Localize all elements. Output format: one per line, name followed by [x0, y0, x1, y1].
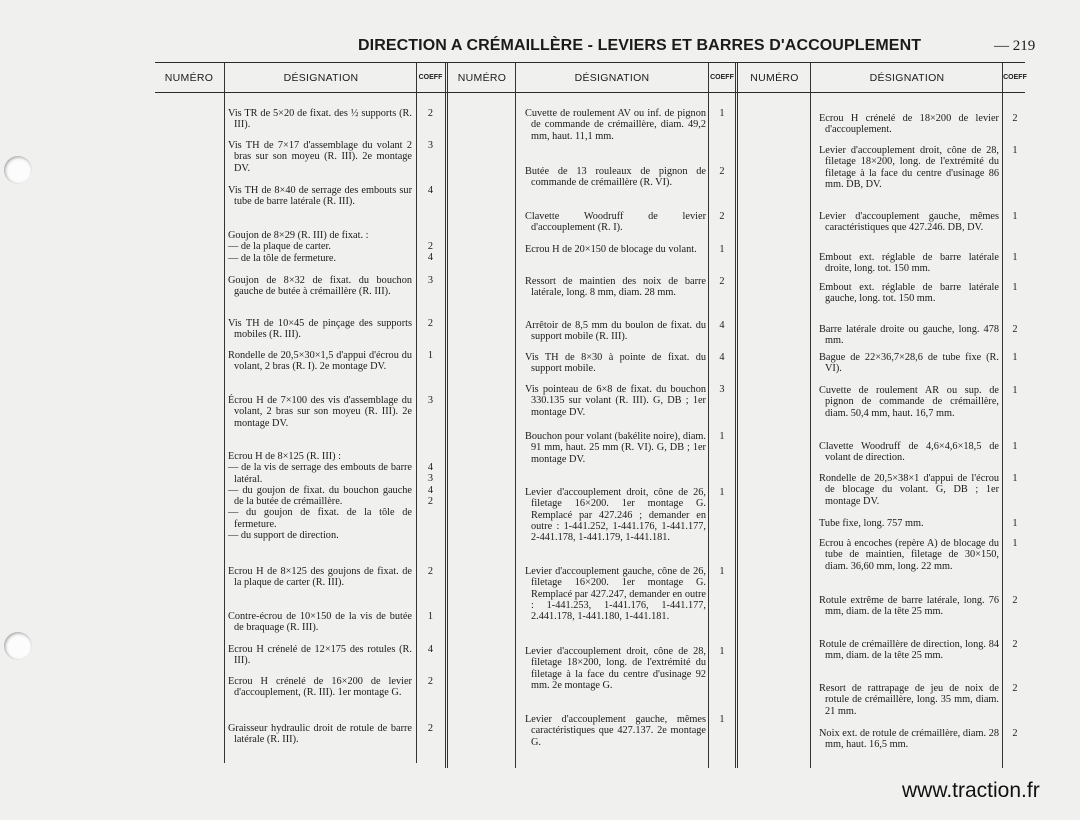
part-coeff: 2	[719, 166, 725, 177]
part-designation	[525, 320, 706, 343]
col-header-designation: DÉSIGNATION	[574, 72, 650, 84]
part-coeff: 2	[427, 723, 434, 734]
page-number: — 219	[994, 38, 1036, 54]
part-coeff: 1	[719, 646, 725, 657]
part-designation	[819, 441, 999, 464]
part-designation	[228, 451, 412, 541]
part-designation	[819, 145, 999, 190]
col-header-coeff: COEFF	[1003, 74, 1027, 81]
part-coeff: 1	[1012, 518, 1018, 529]
designation-line: Ecrou à encoches (repère A) de blocage du tube de maintien, filetage de 30×150, diam. 36,60 mm, long. 22 mm.	[819, 538, 999, 572]
part-coeff: 1	[719, 566, 725, 577]
part-coeff: 2	[1012, 639, 1018, 650]
part-coeff: 1	[1012, 282, 1018, 293]
designation-line: Bague de 22×36,7×28,6 de tube fixe (R. VI).	[819, 352, 999, 375]
part-coeff: 3	[427, 395, 434, 406]
section-divider	[445, 63, 448, 768]
designation-line: Vis TH de 8×40 de serrage des embouts sur tube de barre latérale (R. III).	[228, 185, 412, 208]
part-coeff: 1	[1012, 252, 1018, 263]
part-designation	[819, 538, 999, 572]
part-coeff: 3	[427, 140, 434, 151]
designation-line: Vis TH de 7×17 d'assemblage du volant 2 bras sur son moyeu (R. III). 2e montage DV.	[228, 140, 412, 174]
part-designation	[525, 276, 706, 299]
part-designation	[819, 252, 999, 275]
part-designation	[525, 487, 706, 543]
section-divider	[735, 63, 738, 768]
part-coeff: 1	[719, 244, 725, 255]
part-designation	[819, 211, 999, 234]
designation-line: Rotule de crémaillère de direction, long. 84 mm, diam. de la tête 25 mm.	[819, 639, 999, 662]
col-header-numero: NUMÉRO	[750, 72, 799, 84]
part-coeff: 4	[719, 320, 725, 331]
part-designation	[228, 676, 412, 699]
designation-line: — de la tôle de fermeture.	[228, 252, 337, 264]
part-designation	[819, 324, 999, 347]
part-designation	[228, 140, 412, 174]
designation-line: Rondelle de 20,5×38×1 d'appui de l'écrou de blocage du volant. G, DB ; 1er montage DV.	[819, 473, 999, 507]
part-designation	[525, 108, 706, 142]
part-designation	[819, 473, 999, 507]
designation-line: — de la vis de serrage des embouts de barre latéral.	[228, 462, 412, 485]
designation-line: Cuvette de roulement AR ou sup. de pignon de commande de crémaillère, diam. 50,4 mm, haut. 16,7 mm.	[819, 385, 999, 419]
part-designation	[525, 244, 706, 255]
part-designation	[228, 230, 412, 264]
part-coeff: 1	[719, 108, 725, 119]
designation-line: Barre latérale droite ou gauche, long. 478 mm.	[819, 324, 999, 347]
part-coeff: 4	[719, 352, 725, 363]
designation-line: Rotule extrême de barre latérale, long. 76 mm, diam. de la tête 25 mm.	[819, 595, 999, 618]
designation-line: — du goujon de fixat. de la tôle de fermeture.	[228, 507, 412, 530]
part-coeff: 1	[1012, 538, 1018, 549]
designation-line: Goujon de 8×29 (R. III) de fixat. :	[228, 230, 369, 241]
designation-line: Ecrou H crénelé de 16×200 de levier d'accouplement, (R. III). 1er montage G.	[228, 676, 412, 699]
part-coeff: 2	[719, 276, 725, 287]
part-designation	[819, 352, 999, 375]
designation-line: Vis TH de 8×30 à pointe de fixat. du support mobile.	[525, 352, 706, 375]
watermark: www.traction.fr	[902, 779, 1040, 802]
part-designation	[819, 518, 999, 529]
col-header-coeff: COEFF	[710, 74, 734, 81]
designation-line: Clavette Woodruff de levier d'accouplement (R. I).	[525, 211, 706, 234]
part-designation	[525, 646, 706, 691]
col-header-designation: DÉSIGNATION	[869, 72, 945, 84]
part-designation	[228, 723, 412, 746]
part-coeff: 4 3 4 2	[427, 462, 434, 507]
col-divider	[1002, 63, 1003, 768]
part-coeff: 1	[1012, 211, 1018, 222]
part-designation	[228, 644, 412, 667]
designation-line: — du goujon de fixat. du bouchon gauche de la butée de crémaillère.	[228, 484, 412, 508]
designation-line: Vis TR de 5×20 de fixat. des ½ supports (R. III).	[228, 108, 412, 131]
designation-line: Levier d'accouplement gauche, mêmes caractéristiques que 427.137. 2e montage G.	[525, 714, 706, 748]
designation-line: — du support de direction.	[228, 530, 339, 542]
designation-line: Vis TH de 10×45 de pinçage des supports mobiles (R. III).	[228, 318, 412, 341]
designation-line: Arrêtoir de 8,5 mm du boulon de fixat. du support mobile (R. III).	[525, 320, 706, 343]
designation-line: — de la plaque de carter.	[228, 241, 331, 253]
designation-line: Contre-écrou de 10×150 de la vis de butée de braquage (R. III).	[228, 611, 412, 634]
designation-line: Vis pointeau de 6×8 de fixat. du bouchon 330.135 sur volant (R. III). G, DB ; 1er montage DV.	[525, 384, 706, 418]
part-coeff: 2	[1012, 324, 1018, 335]
part-designation	[819, 728, 999, 751]
part-designation	[228, 350, 412, 373]
part-designation	[525, 431, 706, 465]
designation-line: Levier d'accouplement gauche, mêmes caractéristiques que 427.246. DB, DV.	[819, 211, 999, 234]
col-header-numero: NUMÉRO	[164, 72, 214, 84]
part-coeff: 2 4	[427, 241, 434, 264]
part-coeff: 1	[719, 487, 725, 498]
designation-line: Cuvette de roulement AV ou inf. de pignon de commande de crémaillère, diam. 49,2 mm, haut. 11,1 mm.	[525, 108, 706, 142]
col-divider	[416, 63, 417, 763]
designation-line: Levier d'accouplement droit, cône de 26, filetage 16×200. 1er montage G. Remplacé par 427.246 ; demander en outre : 1-441.252, 1-441.176, 1-441.177, 2-441.178, 1-441.179, 1-441.181.	[525, 487, 706, 544]
part-coeff: 4	[427, 644, 434, 655]
part-designation	[228, 275, 412, 298]
designation-line: Goujon de 8×32 de fixat. du bouchon gauche de butée à crémaillère (R. III).	[228, 275, 412, 298]
part-coeff: 2	[427, 676, 434, 687]
part-designation	[819, 595, 999, 618]
designation-line: Embout ext. réglable de barre latérale gauche, long. tot. 150 mm.	[819, 282, 999, 305]
designation-line: Levier d'accouplement gauche, cône de 26, filetage 16×200. 1er montage G. Remplacé par 427.247, demander en outre : 1-441.253, 1-441.176, 1-441.177, 2.441.178, 1-441.180, 1-441.181.	[525, 566, 706, 623]
designation-line: Noix ext. de rotule de crémaillère, diam. 28 mm, haut. 16,5 mm.	[819, 728, 999, 751]
designation-line: Levier d'accouplement droit, cône de 28, filetage 18×200, long. de l'extrémité du filetage à la face du centre d'usinage 92 mm. 2e montage G.	[525, 646, 706, 691]
designation-line: Ecrou H crénelé de 18×200 de levier d'accouplement.	[819, 113, 999, 136]
table-header-rule	[155, 92, 1025, 93]
part-coeff: 3	[427, 275, 434, 286]
part-coeff: 2	[427, 108, 434, 119]
designation-line: Butée de 13 rouleaux de pignon de commande de crémaillère (R. VI).	[525, 166, 706, 189]
part-designation	[819, 113, 999, 136]
part-designation	[525, 166, 706, 189]
part-coeff: 2	[719, 211, 725, 222]
part-coeff: 1	[427, 350, 434, 361]
designation-line: Ecrou H de 8×125 (R. III) :	[228, 451, 342, 462]
part-coeff: 4	[427, 185, 434, 196]
col-divider	[224, 63, 225, 763]
part-coeff: 1	[719, 714, 725, 725]
part-designation	[525, 211, 706, 234]
part-coeff: 2	[1012, 113, 1018, 124]
designation-line: Tube fixe, long. 757 mm.	[819, 518, 924, 529]
designation-line: Levier d'accouplement droit, cône de 28, filetage 18×200, long. de l'extrémité du filetage à la face du centre d'usinage 86 mm. DB, DV.	[819, 145, 999, 190]
part-coeff: 1	[1012, 352, 1018, 363]
part-designation	[228, 318, 412, 341]
part-coeff: 1	[1012, 385, 1018, 396]
part-coeff: 2	[1012, 595, 1018, 606]
binder-hole	[4, 632, 32, 660]
part-designation	[819, 683, 999, 717]
designation-line: Bouchon pour volant (bakélite noire), diam. 91 mm, haut. 25 mm (R. VI). G, DB ; 1er montage DV.	[525, 431, 707, 465]
part-coeff: 2	[427, 566, 434, 577]
designation-line: Graisseur hydraulic droit de rotule de barre latérale (R. III).	[228, 723, 412, 746]
part-coeff: 1	[719, 431, 725, 442]
part-designation	[525, 566, 706, 622]
designation-line: Embout ext. réglable de barre latérale droite, long. tot. 150 mm.	[819, 252, 999, 275]
part-designation	[525, 384, 706, 418]
part-designation	[228, 611, 412, 634]
col-divider	[515, 63, 516, 768]
col-header-designation: DÉSIGNATION	[283, 72, 359, 84]
designation-line: Écrou H de 7×100 des vis d'assemblage du volant, 2 bras sur son moyeu (R. III). 2e montage DV.	[228, 395, 412, 429]
part-designation	[228, 185, 412, 208]
designation-line: Ecrou H de 8×125 des goujons de fixat. de la plaque de carter (R. III).	[228, 566, 412, 589]
part-coeff: 2	[1012, 683, 1018, 694]
col-header-numero: NUMÉRO	[457, 72, 507, 84]
part-coeff: 1	[1012, 473, 1018, 484]
designation-line: Ecrou H de 20×150 de blocage du volant.	[525, 244, 697, 255]
col-divider	[810, 63, 811, 768]
part-designation	[228, 108, 412, 131]
designation-line: Clavette Woodruff de 4,6×4,6×18,5 de volant de direction.	[819, 441, 999, 464]
page-title: DIRECTION A CRÉMAILLÈRE - LEVIERS ET BARRES D'ACCOUPLEMENT	[358, 37, 922, 54]
part-coeff: 1	[1012, 441, 1018, 452]
table-top-rule	[155, 62, 1025, 63]
designation-line: Ressort de maintien des noix de barre latérale, long. 8 mm, diam. 28 mm.	[525, 276, 706, 299]
col-header-coeff: COEFF	[418, 74, 443, 81]
part-designation	[819, 282, 999, 305]
part-designation	[819, 385, 999, 419]
part-designation	[525, 714, 706, 748]
part-coeff: 2	[1012, 728, 1018, 739]
part-designation	[819, 639, 999, 662]
designation-line: Ecrou H crénelé de 12×175 des rotules (R. III).	[228, 644, 412, 667]
binder-hole	[4, 156, 32, 184]
part-designation	[228, 566, 412, 589]
part-designation	[228, 395, 412, 429]
part-coeff: 3	[719, 384, 725, 395]
designation-line: Rondelle de 20,5×30×1,5 d'appui d'écrou du volant, 2 bras (R. I). 2e montage DV.	[228, 350, 412, 373]
part-designation	[525, 352, 706, 375]
part-coeff: 1	[427, 611, 434, 622]
designation-line: Resort de rattrapage de jeu de noix de rotule de crémaillère, long. 35 mm, diam. 21 mm.	[819, 683, 999, 717]
part-coeff: 2	[427, 318, 434, 329]
part-coeff: 1	[1012, 145, 1018, 156]
